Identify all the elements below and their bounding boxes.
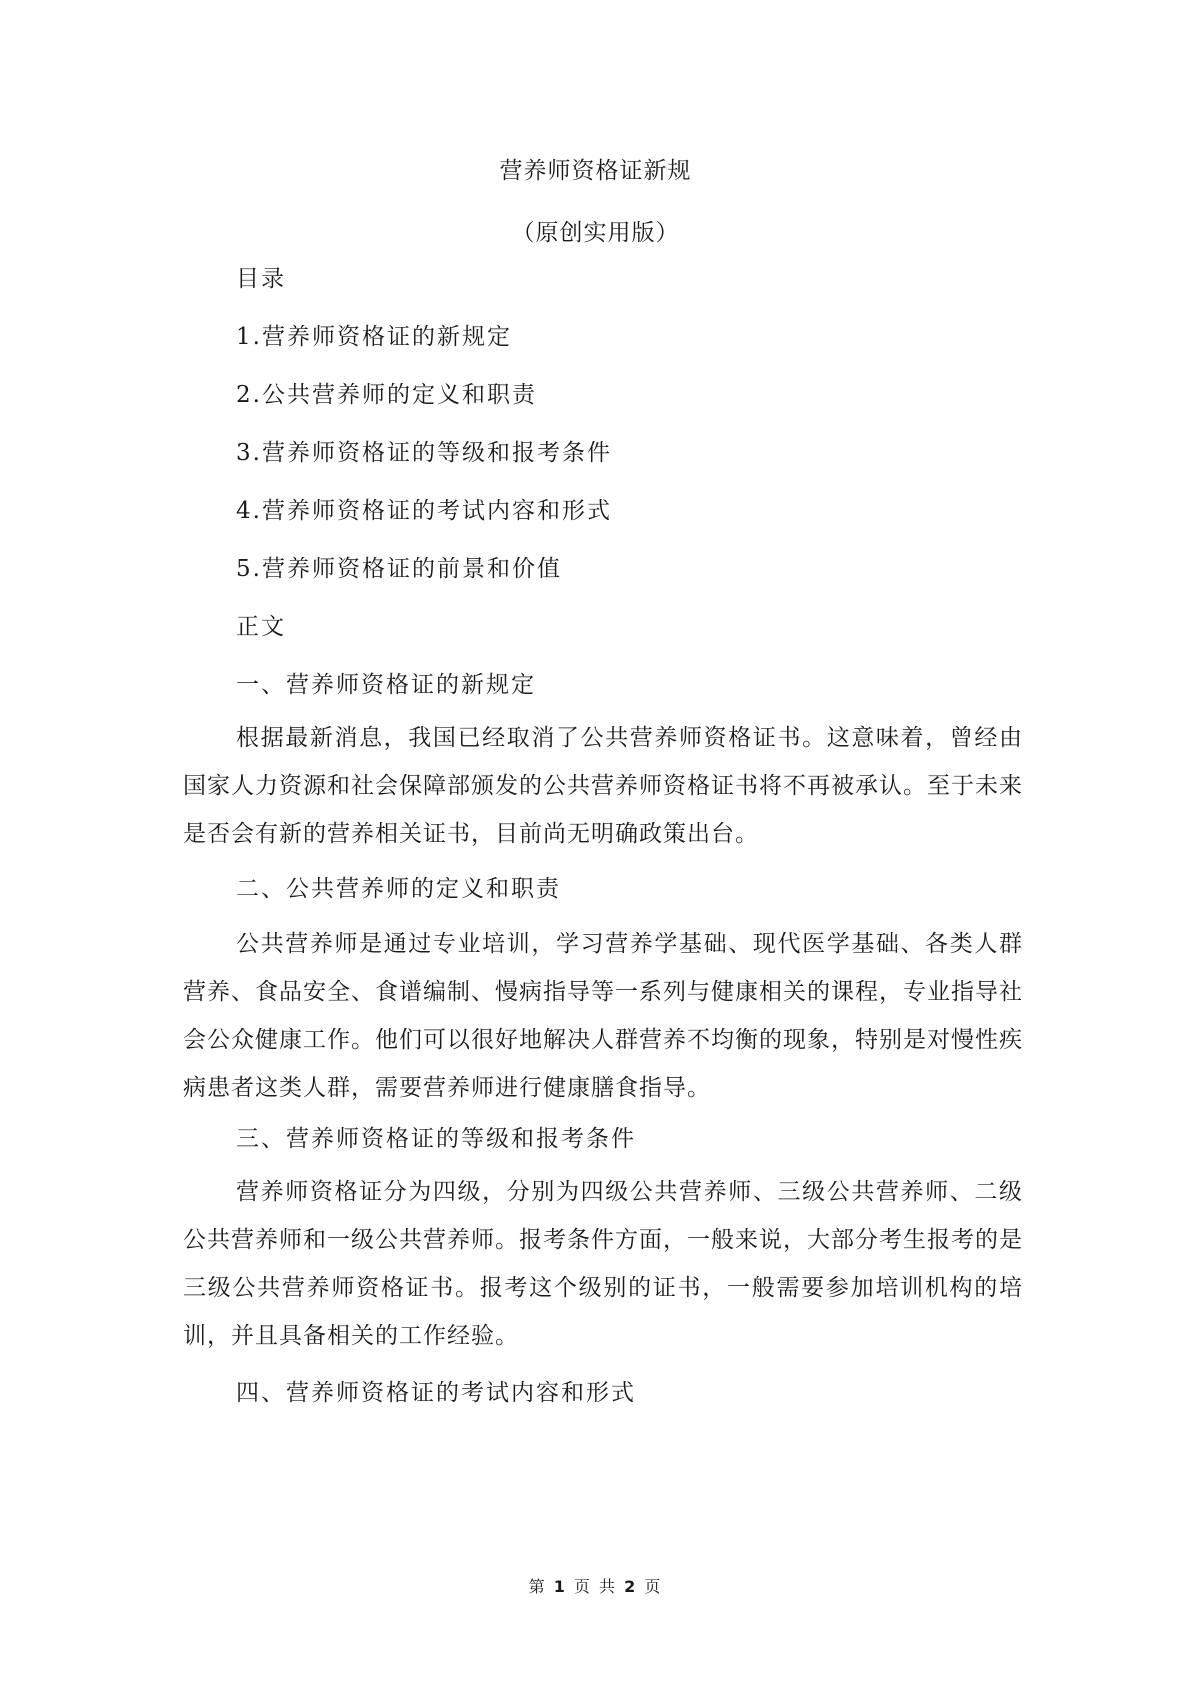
- footer-prefix: 第: [528, 1577, 547, 1596]
- toc-item-4: 4.营养师资格证的考试内容和形式: [236, 498, 612, 524]
- section-2-heading: 二、公共营养师的定义和职责: [236, 876, 561, 902]
- section-4-heading: 四、营养师资格证的考试内容和形式: [236, 1380, 636, 1406]
- toc-item-5: 5.营养师资格证的前景和价值: [236, 556, 562, 582]
- toc-item-1: 1.营养师资格证的新规定: [236, 324, 512, 350]
- body-heading: 正文: [236, 614, 286, 640]
- section-3-text: 营养师资格证分为四级，分别为四级公共营养师、三级公共营养师、二级公共营养师和一级公共营养师。报考条件方面，一般来说，大部分考生报考的是三级公共营养师资格证书。报考这个级别的证书，一般需要参加培训机构的培训，并且具备相关的工作经验。: [183, 1179, 1023, 1349]
- section-1-heading: 一、营养师资格证的新规定: [236, 672, 536, 698]
- footer-page-number: 1: [553, 1577, 567, 1596]
- document-subtitle: （原创实用版）: [511, 220, 680, 246]
- document-title: 营养师资格证新规: [499, 158, 692, 184]
- toc-heading: 目录: [236, 266, 286, 292]
- toc-item-2: 2.公共营养师的定义和职责: [236, 382, 537, 408]
- toc-item-3: 3.营养师资格证的等级和报考条件: [236, 440, 612, 466]
- footer-total-pages: 2: [624, 1577, 638, 1596]
- section-1-text: 根据最新消息，我国已经取消了公共营养师资格证书。这意味着，曾经由国家人力资源和社会保障部颁发的公共营养师资格证书将不再被承认。至于未来是否会有新的营养相关证书，目前尚无明确政策出台。: [183, 725, 1023, 847]
- page-footer: [0, 1574, 1191, 1597]
- footer-suffix: 页: [644, 1577, 663, 1596]
- footer-middle: 页 共: [573, 1577, 618, 1596]
- section-2-text: 公共营养师是通过专业培训，学习营养学基础、现代医学基础、各类人群营养、食品安全、食谱编制、慢病指导等一系列与健康相关的课程，专业指导社会公众健康工作。他们可以很好地解决人群营养不均衡的现象，特别是对慢性疾病患者这类人群，需要营养师进行健康膳食指导。: [183, 931, 1023, 1101]
- section-3-heading: 三、营养师资格证的等级和报考条件: [236, 1126, 636, 1152]
